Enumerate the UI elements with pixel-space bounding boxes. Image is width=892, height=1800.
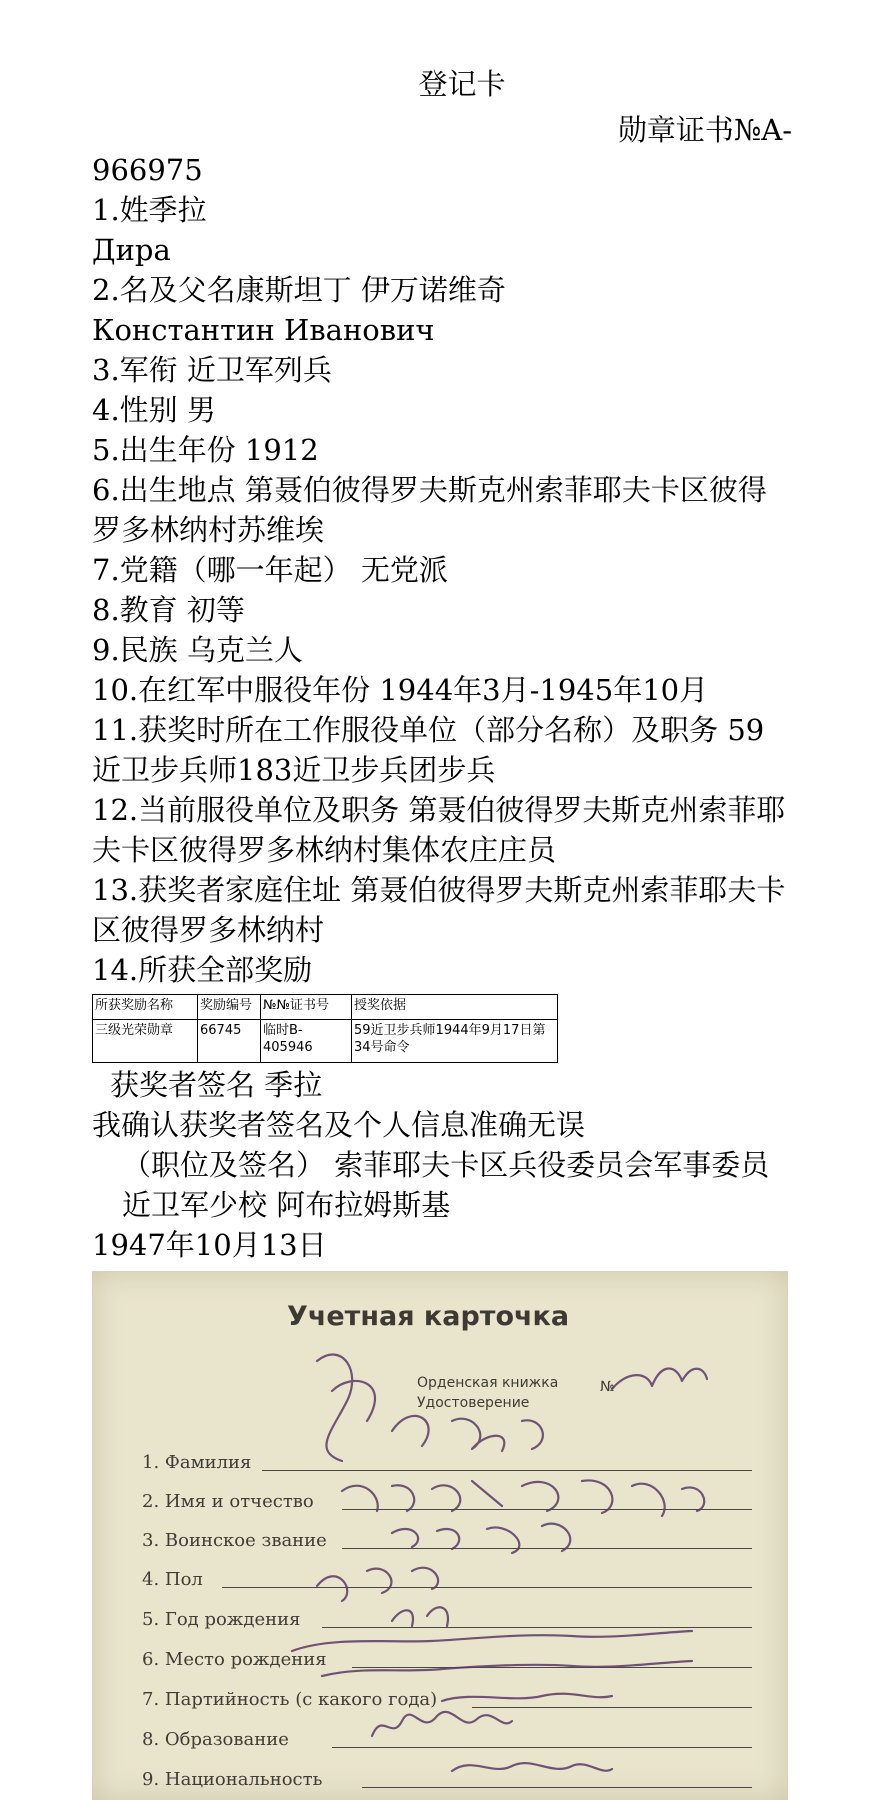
page-title: 登记卡 [418,67,506,101]
scan-label: 7. Партийность (с какого года) [142,1689,438,1710]
field-name-original: Константин Иванович [92,313,435,347]
table-header-row [93,995,558,1020]
scan-label: 8. Образование [142,1729,289,1750]
table-cell: 66745 [198,1020,261,1063]
field-party: 7.党籍（哪一年起） 无党派 [92,553,448,587]
table-cell: 三级光荣勋章 [93,1020,198,1063]
field-current-unit: 12.当前服役单位及职务 第聂伯彼得罗夫斯克州索菲耶夫卡区彼得罗多林纳村集体农庄庄员 [92,793,786,867]
scan-number-label: № [600,1379,615,1395]
scan-book-label: Орденская книжка [417,1375,559,1391]
certificate-label: 勋章证书№A- [617,113,792,147]
scan-label: 1. Фамилия [142,1452,252,1473]
column-header: №№证书号 [261,995,352,1020]
scan-label: 3. Воинское звание [142,1530,327,1551]
field-nationality: 9.民族 乌克兰人 [92,633,303,667]
handwriting-scribbles [92,1271,788,1800]
field-surname: 1.姓季拉 [92,193,207,227]
recipient-signature: 获奖者签名 季拉 [110,1068,323,1102]
scanned-card-photo [92,1271,788,1800]
field-birth-year: 5.出生年份 1912 [92,433,319,467]
awards-table [92,994,558,1063]
field-awards: 14.所获全部奖励 [92,953,313,987]
table-row [93,1020,558,1063]
field-name: 2.名及父名康斯坦丁 伊万诺维奇 [92,273,506,307]
field-home-address: 13.获奖者家庭住址 第聂伯彼得罗夫斯克州索菲耶夫卡区彼得罗多林纳村 [92,873,786,947]
field-service-years: 10.在红军中服役年份 1944年3月-1945年10月 [92,673,709,707]
official-position: （职位及签名） 索菲耶夫卡区兵役委员会军事委员 近卫军少校 阿布拉姆斯基 [122,1148,770,1222]
scan-label: 2. Имя и отчество [142,1491,314,1512]
column-header: 授奖依据 [352,995,558,1020]
certificate-number: 966975 [92,153,203,187]
table-cell: 临时B-405946 [261,1020,352,1063]
scan-label: 5. Год рождения [142,1609,301,1630]
scan-label: 9. Национальность [142,1769,323,1790]
table-cell: 59近卫步兵师1944年9月17日第34号命令 [352,1020,558,1063]
scan-heading: Учетная карточка [287,1301,570,1332]
scan-label: 6. Место рождения [142,1649,327,1670]
field-unit-at-award: 11.获奖时所在工作服役单位（部分名称）及职务 59近卫步兵师183近卫步兵团步兵 [92,713,765,787]
field-sex: 4.性别 男 [92,393,216,427]
field-education: 8.教育 初等 [92,593,245,627]
document [92,58,792,1265]
field-surname-original: Дира [92,233,171,267]
field-birthplace: 6.出生地点 第聂伯彼得罗夫斯克州索菲耶夫卡区彼得罗多林纳村苏维埃 [92,473,767,547]
confirmation-text: 我确认获奖者签名及个人信息准确无误 [92,1108,586,1142]
column-header: 所获奖励名称 [93,995,198,1020]
column-header: 奖励编号 [198,995,261,1020]
field-rank: 3.军衔 近卫军列兵 [92,353,332,387]
scan-label: 4. Пол [142,1569,203,1590]
scan-certificate-label: Удостоверение [417,1395,530,1411]
document-date: 1947年10月13日 [92,1228,327,1262]
